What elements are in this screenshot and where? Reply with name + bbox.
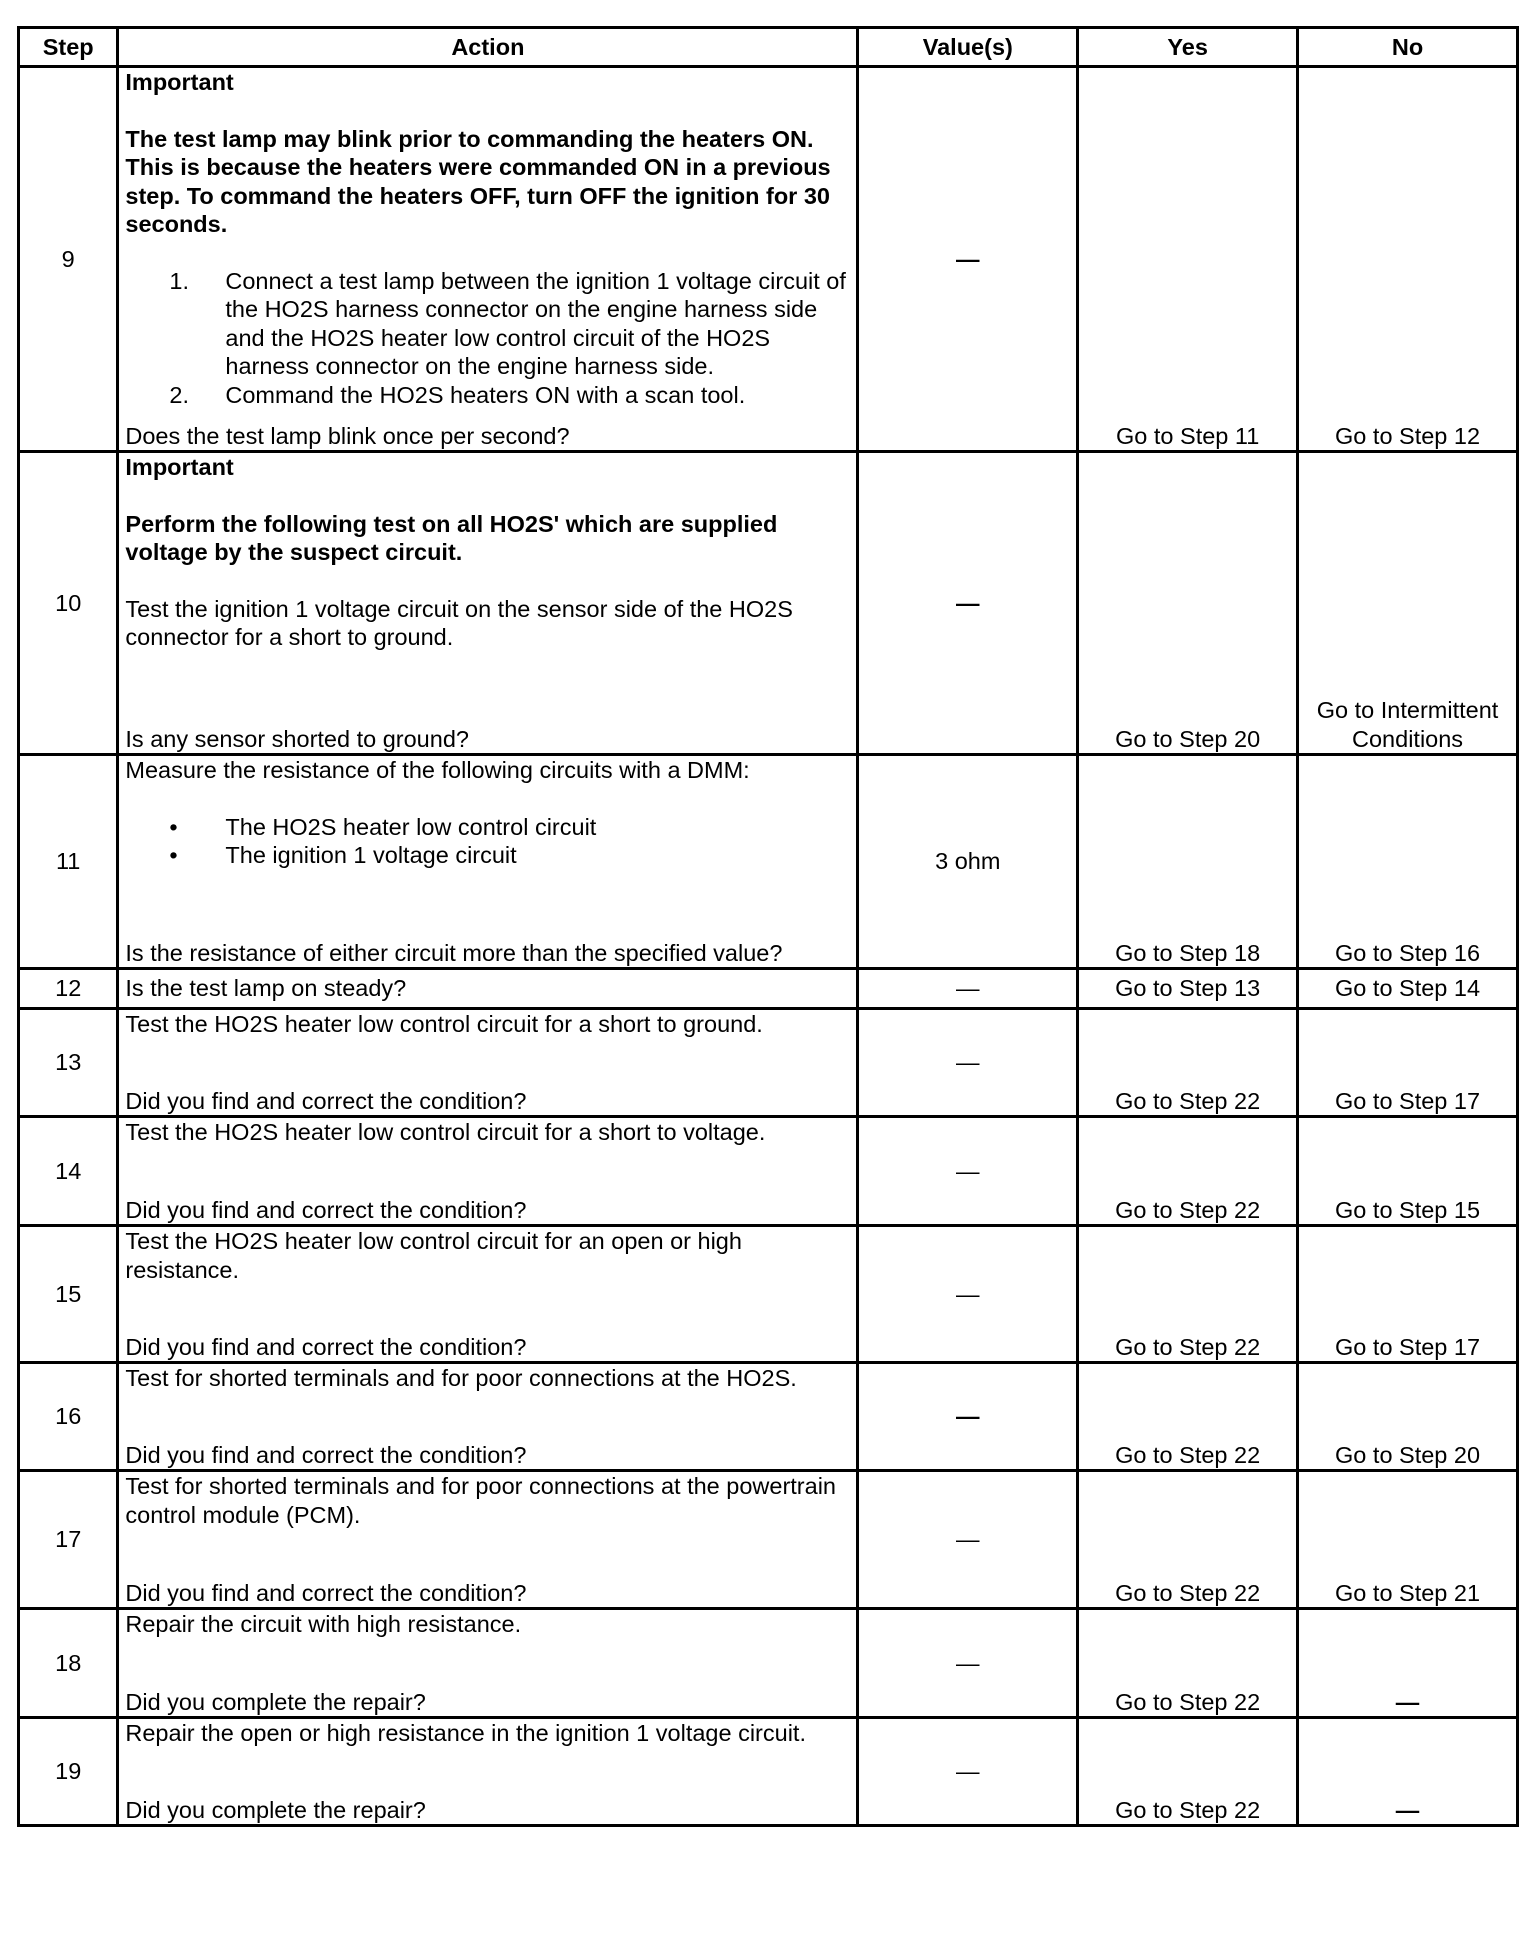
value-cell: — <box>858 1117 1078 1226</box>
table-row <box>19 1718 1518 1826</box>
no-value: — <box>1298 1609 1518 1718</box>
question: Is the resistance of either circuit more than the specified value? <box>125 939 783 966</box>
action-text: Test the HO2S heater low control circuit for an open or high resistance. <box>125 1228 742 1283</box>
action-text: Test for shorted terminals and for poor connections at the powertrain control module (PCM). <box>125 1473 836 1528</box>
yes-link[interactable]: Go to Step 13 <box>1078 969 1298 1009</box>
table-row <box>19 1009 1518 1117</box>
table-row <box>19 969 1518 1009</box>
yes-link[interactable]: Go to Step 22 <box>1078 1718 1298 1826</box>
yes-link[interactable]: Go to Step 22 <box>1078 1363 1298 1471</box>
no-link[interactable]: Go to Step 20 <box>1298 1363 1518 1471</box>
yes-link[interactable]: Go to Step 22 <box>1078 1226 1298 1363</box>
value-cell: — <box>858 1009 1078 1117</box>
no-link[interactable]: Go to Step 14 <box>1298 969 1518 1009</box>
action-text: Measure the resistance of the following circuits with a DMM: <box>125 757 750 783</box>
header-step: Step <box>19 28 118 67</box>
step-number: 16 <box>19 1363 118 1471</box>
list-text: The ignition 1 voltage circuit <box>225 842 517 868</box>
yes-link[interactable]: Go to Step 18 <box>1078 755 1298 969</box>
action-cell <box>118 1609 858 1718</box>
action-text: Repair the open or high resistance in the ignition 1 voltage circuit. <box>125 1720 806 1746</box>
no-link[interactable]: Go to Step 16 <box>1298 755 1518 969</box>
step-number: 14 <box>19 1117 118 1226</box>
yes-link[interactable]: Go to Step 22 <box>1078 1471 1298 1609</box>
step-number: 10 <box>19 452 118 755</box>
action-cell <box>118 1117 858 1226</box>
step-number: 17 <box>19 1471 118 1609</box>
action-cell <box>118 1718 858 1826</box>
step-number: 13 <box>19 1009 118 1117</box>
list-item <box>169 267 850 381</box>
circuit-list <box>125 813 850 870</box>
value-cell: — <box>858 1609 1078 1718</box>
value-cell: — <box>858 1226 1078 1363</box>
question: Did you complete the repair? <box>125 1796 426 1823</box>
question: Did you find and correct the condition? <box>125 1196 527 1223</box>
list-item <box>169 841 850 870</box>
table-row <box>19 452 1518 755</box>
step-number: 15 <box>19 1226 118 1363</box>
value-cell: — <box>858 452 1078 755</box>
value-cell: — <box>858 1718 1078 1826</box>
list-text: The HO2S heater low control circuit <box>225 813 597 840</box>
table-row <box>19 1609 1518 1718</box>
important-note: Perform the following test on all HO2S' which are supplied voltage by the suspect circuit. <box>125 510 778 565</box>
question: Is any sensor shorted to ground? <box>125 725 469 752</box>
step-number: 9 <box>19 67 118 452</box>
table-row <box>19 1226 1518 1363</box>
question: Did you find and correct the condition? <box>125 1333 527 1360</box>
action-cell <box>118 1009 858 1117</box>
important-heading: Important <box>125 454 234 480</box>
procedure-list <box>125 267 850 410</box>
list-item <box>169 381 850 410</box>
yes-link[interactable]: Go to Step 20 <box>1078 452 1298 755</box>
list-item <box>169 813 850 842</box>
action-cell <box>118 1226 858 1363</box>
list-text: Connect a test lamp between the ignition 1 voltage circuit of the HO2S harness connector on the engine harness side and the HO2S heater low control circuit of the HO2S harness connector on the engine harness side. <box>225 267 846 379</box>
no-link[interactable]: Go to Step 15 <box>1298 1117 1518 1226</box>
value-cell: — <box>858 1471 1078 1609</box>
action-text: Test the HO2S heater low control circuit for a short to ground. <box>125 1011 763 1037</box>
value-cell: — <box>858 1363 1078 1471</box>
bullet-icon: • <box>169 813 178 840</box>
yes-link[interactable]: Go to Step 11 <box>1078 67 1298 452</box>
action-text: Test the ignition 1 voltage circuit on the sensor side of the HO2S connector for a short to ground. <box>125 595 793 650</box>
table-row <box>19 755 1518 969</box>
question: Is the test lamp on steady? <box>118 969 858 1009</box>
value-cell: 3 ohm <box>858 755 1078 969</box>
step-number: 11 <box>19 755 118 969</box>
table-row <box>19 67 1518 452</box>
no-value: — <box>1298 1718 1518 1826</box>
action-cell <box>118 755 858 969</box>
header-action: Action <box>118 28 858 67</box>
important-heading: Important <box>125 69 234 95</box>
no-link[interactable]: Go to Step 17 <box>1298 1226 1518 1363</box>
table-row <box>19 1117 1518 1226</box>
header-yes: Yes <box>1078 28 1298 67</box>
yes-link[interactable]: Go to Step 22 <box>1078 1117 1298 1226</box>
list-number: 1. <box>169 267 189 294</box>
no-link[interactable]: Go to Step 17 <box>1298 1009 1518 1117</box>
step-number: 19 <box>19 1718 118 1826</box>
step-number: 12 <box>19 969 118 1009</box>
header-values: Value(s) <box>858 28 1078 67</box>
table-row <box>19 1471 1518 1609</box>
action-text: Repair the circuit with high resistance. <box>125 1611 522 1637</box>
action-cell <box>118 67 858 452</box>
list-number: 2. <box>169 381 189 408</box>
table-row <box>19 1363 1518 1471</box>
no-link[interactable]: Go to Step 12 <box>1298 67 1518 452</box>
header-row <box>19 28 1518 67</box>
value-cell: — <box>858 67 1078 452</box>
no-link[interactable]: Go to Intermittent Conditions <box>1298 452 1518 755</box>
action-text: Test for shorted terminals and for poor connections at the HO2S. <box>125 1365 797 1391</box>
important-note: The test lamp may blink prior to commanding the heaters ON. This is because the heaters were commanded ON in a previous step. To command the heaters OFF, turn OFF the ignition for 30 seconds. <box>125 125 831 237</box>
question: Did you find and correct the condition? <box>125 1087 527 1114</box>
diagnostic-table <box>17 26 1519 1827</box>
question: Does the test lamp blink once per second? <box>125 422 570 449</box>
question: Did you find and correct the condition? <box>125 1441 527 1468</box>
yes-link[interactable]: Go to Step 22 <box>1078 1009 1298 1117</box>
no-link[interactable]: Go to Step 21 <box>1298 1471 1518 1609</box>
action-cell <box>118 1363 858 1471</box>
bullet-icon: • <box>169 842 178 868</box>
question: Did you complete the repair? <box>125 1688 426 1715</box>
step-number: 18 <box>19 1609 118 1718</box>
action-cell <box>118 452 858 755</box>
action-text: Test the HO2S heater low control circuit for a short to voltage. <box>125 1119 766 1145</box>
header-no: No <box>1298 28 1518 67</box>
value-cell: — <box>858 969 1078 1009</box>
action-cell <box>118 1471 858 1609</box>
question: Did you find and correct the condition? <box>125 1579 527 1606</box>
yes-link[interactable]: Go to Step 22 <box>1078 1609 1298 1718</box>
list-text: Command the HO2S heaters ON with a scan tool. <box>225 381 746 408</box>
